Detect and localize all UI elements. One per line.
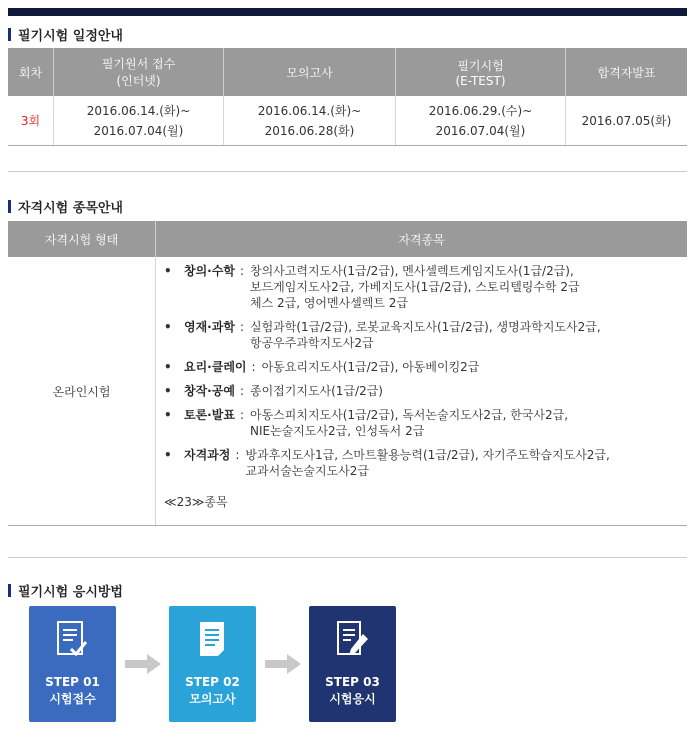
arrow-right-icon (256, 606, 309, 722)
header-announce: 합격자발표 (566, 48, 688, 96)
divider (8, 557, 687, 558)
qualification-table (8, 221, 687, 526)
subject-category: 자격과정 (184, 448, 231, 462)
subject-item (164, 383, 687, 399)
type-cell: 온라인시험 (8, 257, 156, 526)
separator: : (251, 360, 256, 374)
header-exam: 필기시험 (E-TEST) (396, 48, 566, 96)
subject-item (164, 359, 687, 375)
separator: : (239, 408, 244, 422)
subject-names: 실험과학(1급/2급), 로봇교육지도사(1급/2급), 생명과학지도사2급, 항공우주과학지도사2급 (249, 320, 601, 350)
arrow-right-icon (116, 606, 169, 722)
document-lines-icon (195, 620, 229, 660)
schedule-section-title (8, 25, 123, 44)
document-check-icon (55, 620, 89, 660)
application-cell: 2016.06.14.(화)~ 2016.07.04(월) (54, 96, 224, 146)
bullet: • (164, 408, 172, 422)
qualification-section-title (8, 197, 123, 216)
bullet: • (164, 384, 172, 398)
method-title: 필기시험 응시방법 (18, 585, 123, 600)
mock-cell: 2016.06.14.(화)~ 2016.06.28(화) (224, 96, 396, 146)
steps-flow (29, 606, 396, 722)
subject-category: 요리·클레이 (184, 360, 247, 374)
bullet: • (164, 448, 172, 462)
step-3-card (309, 606, 396, 722)
schedule-table (8, 48, 687, 146)
subject-names: 방과후지도사1급, 스마트활용능력(1급/2급), 자기주도학습지도사2급, 교과서술논술지도사2급 (245, 448, 610, 478)
step-3-label: STEP 03 시험응시 (325, 675, 380, 706)
header-mock: 모의고사 (224, 48, 396, 96)
title-marker (8, 28, 11, 41)
separator: : (239, 320, 244, 334)
subject-item (164, 447, 687, 479)
title-marker (8, 584, 11, 597)
qualification-header-row (8, 221, 687, 257)
subject-item (164, 263, 687, 311)
qualification-title: 자격시험 종목안내 (18, 201, 123, 216)
bullet: • (164, 264, 172, 278)
subject-category: 토론·발표 (184, 408, 235, 422)
header-type: 자격시험 형태 (8, 221, 156, 257)
divider (8, 171, 687, 172)
header-application: 필기원서 접수 (인터넷) (54, 48, 224, 96)
qualification-row (8, 257, 687, 526)
subject-category: 창작·공예 (184, 384, 235, 398)
subject-item (164, 407, 687, 439)
subject-names: 창의사고력지도사(1급/2급), 멘사셀렉트게임지도사(1급/2급), 보드게임지도사2급, 가베지도사(1급/2급), 스토리텔링수학 2급 체스 2급, 영어멘사셀렉트 2급 (249, 264, 580, 310)
schedule-row (8, 96, 687, 146)
subject-count: ≪23≫종목 (164, 495, 228, 509)
subject-list (156, 263, 687, 479)
step-2-card (169, 606, 256, 722)
title-marker (8, 200, 11, 213)
subject-item (164, 319, 687, 351)
subject-names: 아동스피치지도사(1급/2급), 독서논술지도사2급, 한국사2급, NIE논술지도사2급, 인성독서 2급 (249, 408, 569, 438)
step-2-label: STEP 02 모의고사 (185, 675, 240, 706)
subject-category: 창의·수학 (184, 264, 235, 278)
bullet: • (164, 360, 172, 374)
subject-category: 영재·과학 (184, 320, 235, 334)
schedule-header-row (8, 48, 687, 96)
step-1-card (29, 606, 116, 722)
bullet: • (164, 320, 172, 334)
round-cell: 3회 (8, 96, 54, 146)
method-section-title (8, 581, 123, 600)
subject-names: 아동요리지도사(1급/2급), 아동베이킹2급 (261, 360, 480, 374)
header-round: 회차 (8, 48, 54, 96)
exam-cell: 2016.06.29.(수)~ 2016.07.04(월) (396, 96, 566, 146)
subjects-cell (156, 257, 688, 526)
separator: : (235, 448, 240, 462)
subject-names: 종이접기지도사(1급/2급) (249, 384, 383, 398)
header-subjects: 자격종목 (156, 221, 688, 257)
separator: : (239, 264, 244, 278)
top-bar (8, 8, 687, 16)
schedule-title: 필기시험 일정안내 (18, 29, 123, 44)
separator: : (239, 384, 244, 398)
announce-cell: 2016.07.05(화) (566, 96, 688, 146)
step-1-label: STEP 01 시험접수 (45, 675, 100, 706)
document-pencil-icon (335, 620, 369, 660)
